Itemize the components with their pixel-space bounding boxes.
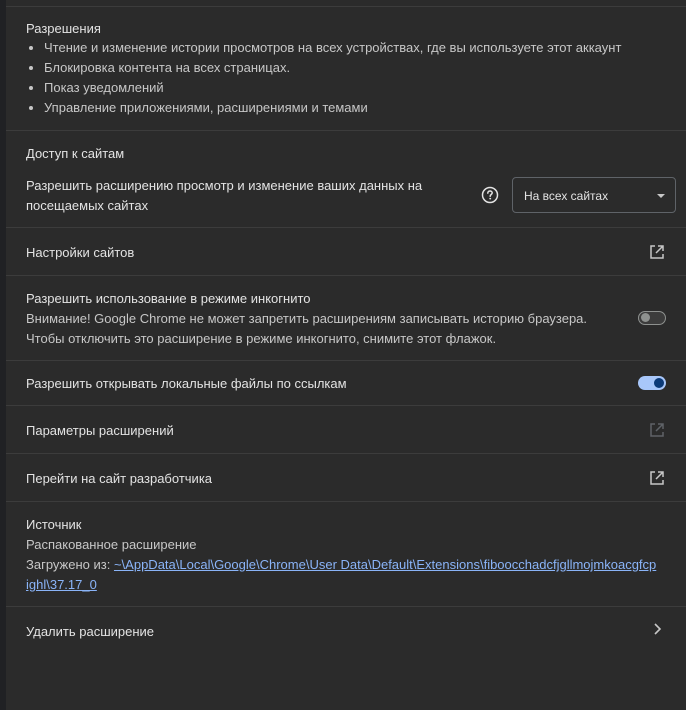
site-settings-label[interactable]: Настройки сайтов: [26, 245, 135, 260]
incognito-warning: Внимание! Google Chrome не может запретить расширениям записывать историю браузера.: [26, 311, 588, 326]
site-access-description: Разрешить расширению просмотр и изменение ваших данных на: [26, 178, 423, 193]
divider: [6, 453, 686, 454]
toggle-knob: [641, 313, 650, 322]
site-access-select[interactable]: [512, 177, 676, 213]
source-path-link-2[interactable]: ighl\37.17_0: [26, 577, 97, 592]
open-in-new-icon[interactable]: [649, 470, 665, 486]
chevron-right-icon[interactable]: [650, 622, 664, 636]
permissions-title: Разрешения: [26, 21, 101, 36]
permission-item: • Чтение и изменение истории просмотров на всех устройствах, где вы используете этот аккаунт: [44, 38, 621, 58]
divider: [6, 227, 686, 228]
divider: [6, 501, 686, 502]
extension-options-label[interactable]: Параметры расширений: [26, 423, 174, 438]
incognito-title: Разрешить использование в режиме инкогнито: [26, 291, 311, 306]
site-access-title: Доступ к сайтам: [26, 146, 125, 161]
incognito-toggle[interactable]: [638, 311, 666, 325]
toggle-knob: [654, 378, 664, 388]
loaded-from-label: Загружено из:: [26, 557, 111, 572]
divider: [6, 130, 686, 131]
divider: [6, 6, 686, 7]
permission-item: • Блокировка контента на всех страницах.: [44, 58, 621, 78]
remove-extension-label[interactable]: Удалить расширение: [26, 624, 155, 639]
help-icon[interactable]: [481, 186, 499, 204]
caret-down-icon: [657, 194, 665, 198]
open-in-new-icon[interactable]: [649, 244, 665, 260]
permissions-list: [26, 38, 621, 118]
incognito-hint: Чтобы отключить это расширение в режиме инкогнито, снимите этот флажок.: [26, 331, 497, 346]
site-access-select-value: На всех сайтах: [524, 189, 609, 203]
divider: [6, 275, 686, 276]
file-urls-toggle[interactable]: [638, 376, 666, 390]
source-path-row: [26, 557, 656, 572]
permission-item: • Управление приложениями, расширениями и темами: [44, 98, 621, 118]
site-access-description-2: посещаемых сайтах: [26, 198, 149, 213]
file-urls-label: Разрешить открывать локальные файлы по ссылкам: [26, 376, 347, 391]
extension-details-panel: [6, 0, 686, 710]
divider: [6, 405, 686, 406]
permission-item: • Показ уведомлений: [44, 78, 621, 98]
open-in-new-icon[interactable]: [649, 422, 665, 438]
source-type: Распакованное расширение: [26, 537, 197, 552]
source-path-link[interactable]: ~\AppData\Local\Google\Chrome\User Data\Default\Extensions\fiboocchadcfjgllmojmkoacgfcp: [113, 557, 657, 572]
divider: [6, 606, 686, 607]
source-title: Источник: [26, 517, 82, 532]
developer-site-label[interactable]: Перейти на сайт разработчика: [26, 471, 213, 486]
divider: [6, 360, 686, 361]
